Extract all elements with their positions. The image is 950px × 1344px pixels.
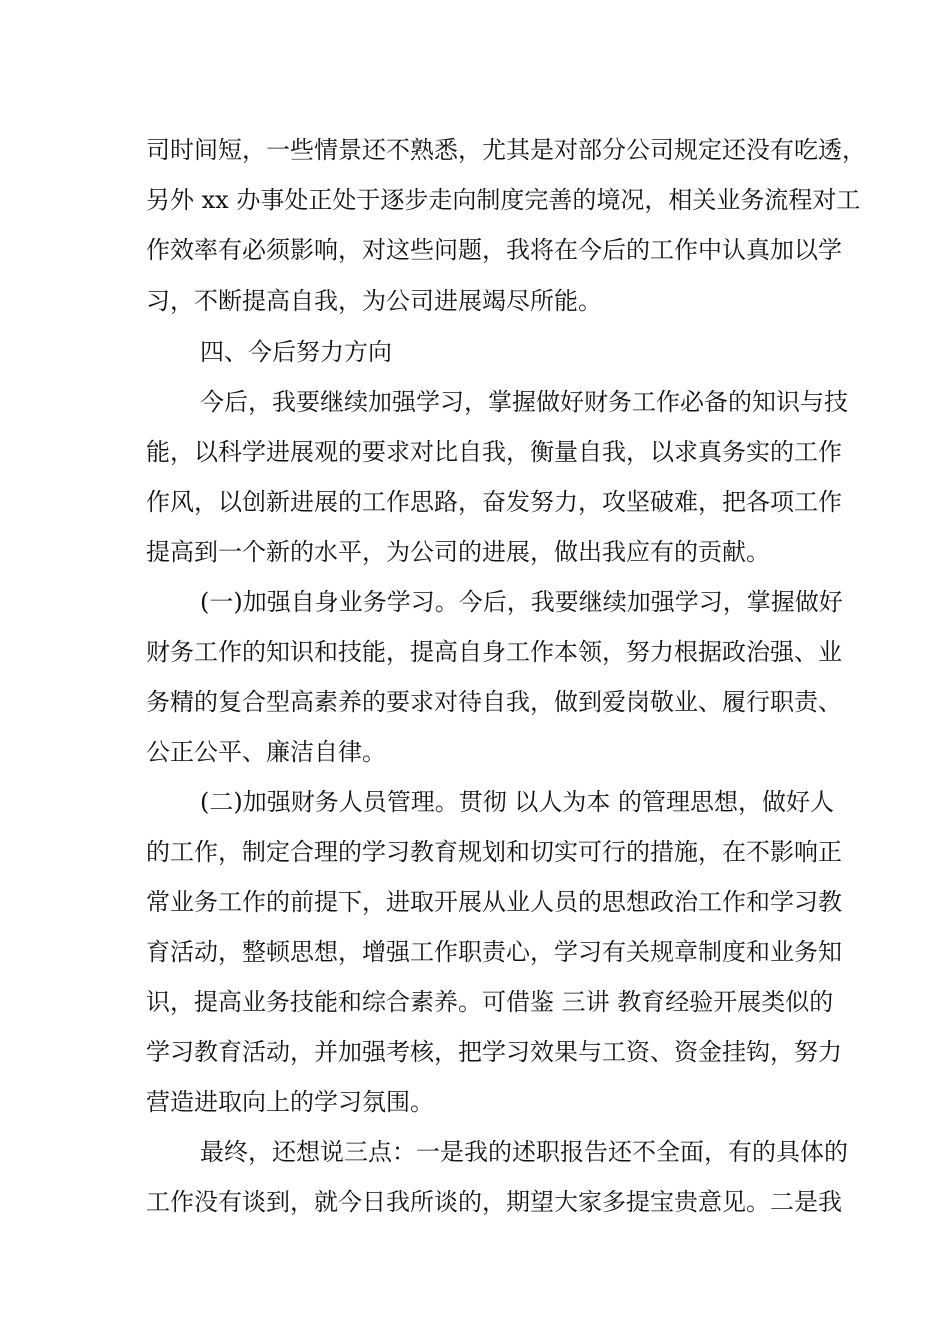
text-line: (二)加强财务人员管理。贯彻 以人为本 的管理思想，做好人 (200, 788, 834, 816)
text-line: 能，以科学进展观的要求对比自我，衡量自我，以求真务实的工作 (146, 438, 842, 466)
text-line: 作效率有必须影响，对这些问题，我将在今后的工作中认真加以学 (146, 236, 842, 264)
text-line: 常业务工作的前提下，进取开展从业人员的思想政治工作和学习教 (146, 888, 842, 916)
text-line: 的工作，制定合理的学习教育规划和切实可行的措施，在不影响正 (146, 838, 842, 866)
text-line: 育活动，整顿思想，增强工作职责心，学习有关规章制度和业务知 (146, 938, 842, 966)
text-line: 工作没有谈到，就今日我所谈的，期望大家多提宝贵意见。二是我 (146, 1188, 842, 1216)
text-line: 学习教育活动，并加强考核，把学习效果与工资、资金挂钩，努力 (146, 1038, 842, 1066)
text-line: 财务工作的知识和技能，提高自身工作本领，努力根据政治强、业 (146, 638, 842, 666)
text-line: 最终，还想说三点：一是我的述职报告还不全面，有的具体的 (200, 1138, 848, 1166)
text-line: 今后，我要继续加强学习，掌握做好财务工作必备的知识与技 (200, 388, 848, 416)
text-line: 公正公平、廉洁自律。 (146, 738, 386, 766)
text-line: (一)加强自身业务学习。今后，我要继续加强学习，掌握做好 (200, 588, 843, 616)
text-line: 提高到一个新的水平，为公司的进展，做出我应有的贡献。 (146, 538, 770, 566)
text-line: 另外 xx 办事处正处于逐步走向制度完善的境况，相关业务流程对工 (146, 186, 861, 214)
text-line: 务精的复合型高素养的要求对待自我，做到爱岗敬业、履行职责、 (146, 688, 842, 716)
text-line: 作风，以创新进展的工作思路，奋发努力，攻坚破难，把各项工作 (146, 488, 842, 516)
text-line: 司时间短，一些情景还不熟悉，尤其是对部分公司规定还没有吃透， (146, 136, 866, 164)
text-line: 营造进取向上的学习氛围。 (146, 1088, 434, 1116)
text-line: 识，提高业务技能和综合素养。可借鉴 三讲 教育经验开展类似的 (146, 988, 834, 1016)
text-line: 习，不断提高自我，为公司进展竭尽所能。 (146, 287, 602, 315)
section-heading: 四、今后努力方向 (200, 338, 392, 366)
